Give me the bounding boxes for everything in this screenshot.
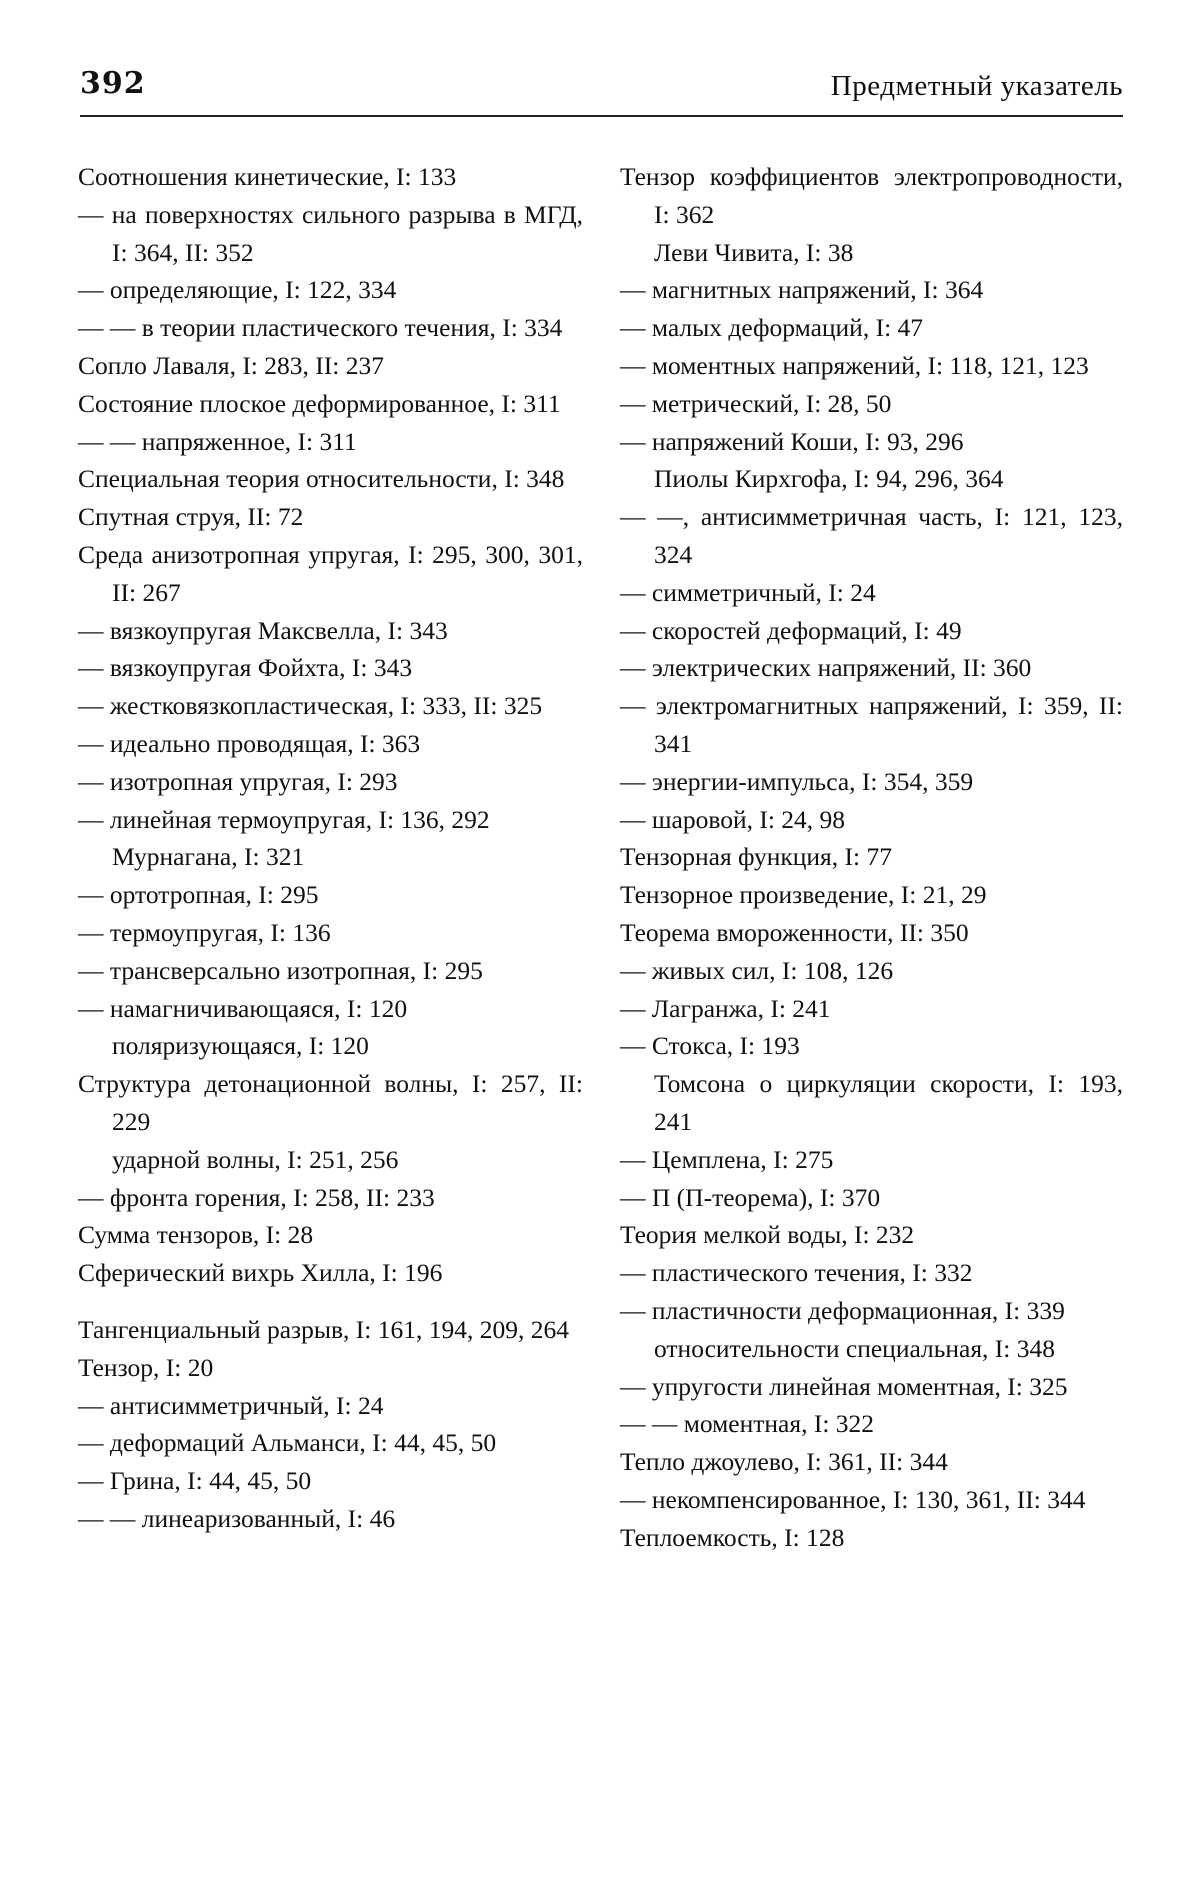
index-entry: — изотропная упругая, I: 293	[78, 766, 398, 796]
index-entry: — упругости линейная моментная, I: 325	[620, 1371, 1068, 1401]
index-entry: Томсона о циркуляции скорости, I: 193, 241	[654, 1069, 1123, 1136]
index-entry: — энергии-импульса, I: 354, 359	[620, 766, 974, 796]
index-entry: Среда анизотропная упругая, I: 295, 300, 301, II: 267	[78, 539, 583, 607]
index-entry: — Лагранжа, I: 241	[620, 993, 831, 1023]
index-entry: — П (П-теорема), I: 370	[620, 1182, 881, 1212]
index-entry: — — моментная, I: 322	[620, 1409, 875, 1439]
index-entry: — на поверхностях сильного разрыва в МГД, I: 364, II: 352	[78, 199, 583, 267]
page-header	[80, 66, 1123, 116]
index-entry: Специальная теория относительности, I: 348	[78, 464, 565, 494]
index-entry: — метрический, I: 28, 50	[620, 388, 892, 418]
index-entry: — малых деформаций, I: 47	[620, 313, 924, 343]
index-entry: — некомпенсированное, I: 130, 361, II: 344	[620, 1484, 1086, 1514]
index-entry: Мурнагана, I: 321	[112, 842, 305, 872]
index-entry: Теплоемкость, I: 128	[620, 1522, 845, 1552]
index-entry: — шаровой, I: 24, 98	[620, 804, 846, 834]
index-column-right	[620, 158, 1123, 1556]
index-entry: — электромагнитных напряжений, I: 359, II: 341	[620, 691, 1123, 758]
index-entry: — намагничивающаяся, I: 120	[78, 993, 408, 1023]
index-entry: Леви Чивита, I: 38	[654, 237, 854, 267]
index-entry: — фронта горения, I: 258, II: 233	[78, 1182, 435, 1212]
index-entry: — ортотропная, I: 295	[78, 880, 319, 910]
index-entry: — магнитных напряжений, I: 364	[620, 275, 984, 305]
index-entry: — симметричный, I: 24	[620, 577, 876, 607]
index-entry: ударной волны, I: 251, 256	[112, 1144, 399, 1174]
index-entry: — антисимметричный, I: 24	[78, 1390, 384, 1420]
index-entry: — —, антисимметричная часть, I: 121, 123, 324	[620, 502, 1123, 569]
index-entry: Пиолы Кирхгофа, I: 94, 296, 364	[654, 464, 1004, 494]
index-entry: Теория мелкой воды, I: 232	[620, 1220, 915, 1250]
index-entry: — Цемплена, I: 275	[620, 1144, 834, 1174]
index-entry: Соотношения кинетические, I: 133	[78, 162, 457, 191]
index-entry: — скоростей деформаций, I: 49	[620, 615, 962, 645]
index-entry: — пластичности деформационная, I: 339	[620, 1295, 1065, 1325]
index-entry: поляризующаяся, I: 120	[112, 1031, 369, 1061]
index-entry: — — линеаризованный, I: 46	[78, 1503, 396, 1533]
index-entry: Тензор, I: 20	[78, 1352, 214, 1382]
index-entry: — Стокса, I: 193	[620, 1031, 800, 1061]
index-entry: — линейная термоупругая, I: 136, 292	[78, 804, 490, 834]
index-entry: — вязкоупругая Максвелла, I: 343	[78, 615, 448, 645]
running-title: Предметный указатель	[830, 70, 1123, 102]
index-entry: — электрических напряжений, II: 360	[620, 653, 1032, 683]
index-entry: — пластического течения, I: 332	[620, 1258, 973, 1288]
index-entry: Тангенциальный разрыв, I: 161, 194, 209, 264	[78, 1314, 569, 1344]
index-entry: Теорема вмороженности, II: 350	[620, 917, 969, 947]
index-entry: — — напряженное, I: 311	[78, 426, 357, 456]
index-entry: Тензорная функция, I: 77	[620, 842, 892, 872]
index-entry: — — в теории пластического течения, I: 334	[78, 313, 563, 343]
index-entry: — термоупругая, I: 136	[78, 917, 331, 947]
index-entry: — трансверсально изотропная, I: 295	[78, 955, 483, 985]
index-entry: — идеально проводящая, I: 363	[78, 728, 421, 758]
index-entry: — моментных напряжений, I: 118, 121, 123	[620, 350, 1089, 380]
header-rule	[80, 115, 1123, 117]
index-entry: Спутная струя, II: 72	[78, 502, 304, 532]
index-entry: Сопло Лаваля, I: 283, II: 237	[78, 350, 384, 380]
index-entry: Состояние плоское деформированное, I: 311	[78, 388, 561, 418]
index-entry: — вязкоупругая Фойхта, I: 343	[78, 653, 413, 683]
index-column-left	[78, 158, 583, 1538]
index-entry: Сферический вихрь Хилла, I: 196	[78, 1258, 443, 1288]
index-entry: Тепло джоулево, I: 361, II: 344	[620, 1447, 948, 1477]
index-entry: относительности специальная, I: 348	[654, 1333, 1056, 1363]
index-entry: — живых сил, I: 108, 126	[620, 955, 894, 985]
index-entry: Тензор коэффициентов электропроводности, I: 362	[620, 162, 1123, 229]
index-entry: Структура детонационной волны, I: 257, II: 229	[78, 1069, 583, 1136]
index-entry: — напряжений Коши, I: 93, 296	[620, 426, 964, 456]
page-number: 392	[80, 66, 146, 101]
index-entry: — жестковязкопластическая, I: 333, II: 325	[78, 691, 543, 721]
index-entry: — определяющие, I: 122, 334	[78, 275, 397, 305]
index-entry: Тензорное произведение, I: 21, 29	[620, 880, 987, 910]
index-entry: — деформаций Альманси, I: 44, 45, 50	[78, 1428, 497, 1458]
index-entry: — Грина, I: 44, 45, 50	[78, 1466, 312, 1496]
index-entry: Сумма тензоров, I: 28	[78, 1220, 314, 1250]
